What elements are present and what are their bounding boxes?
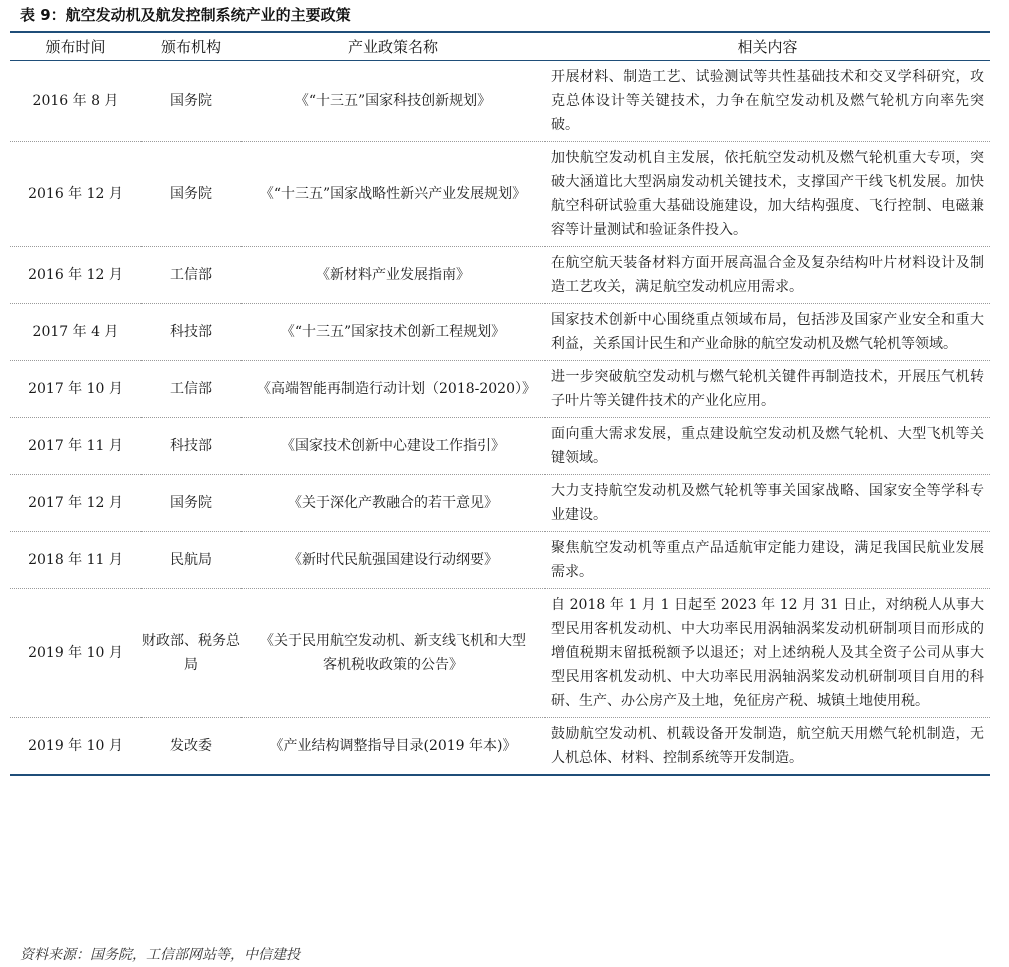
source-note: 资料来源：国务院，工信部网站等，中信建投 [20,947,300,963]
cell-content: 聚焦航空发动机等重点产品适航审定能力建设，满足我国民航业发展需求。 [545,532,990,589]
cell-content: 鼓励航空发动机、机载设备开发制造，航空航天用燃气轮机制造，无人机总体、材料、控制系统等开发制造。 [551,726,984,766]
table-row [10,61,990,142]
table-row [10,475,990,532]
cell-agency: 发改委 [170,738,212,754]
table-row [10,418,990,475]
cell-agency: 国务院 [141,142,241,247]
cell-date: 2017 年 12 月 [10,475,141,532]
cell-agency: 科技部 [141,304,241,361]
cell-date: 2017 年 11 月 [10,418,141,475]
cell-content: 自 2018 年 1 月 1 日起至 2023 年 12 月 31 日止，对纳税人从事大型民用客机发动机、中大功率民用涡轴涡桨发动机研制项目而形成的增值税期末留抵税额予以退还；对上述纳税人及其全资子公司从事大型民用客机发动机、中大功率民用涡轴涡桨发动机研制项目自用的科研、生产、办公房产及土地，免征房产税、城镇土地使用税。 [545,589,990,718]
cell-policy: 《新材料产业发展指南》 [241,247,545,304]
table-row [10,304,990,361]
table-row [10,247,990,304]
cell-policy: 《“十三五”国家科技创新规划》 [241,61,545,142]
table-row [10,532,990,589]
cell-agency: 国务院 [141,475,241,532]
table-row [10,589,990,718]
cell-content: 进一步突破航空发动机与燃气轮机关键件再制造技术，开展压气机转子叶片等关键件技术的产业化应用。 [545,361,990,418]
cell-policy: 《产业结构调整指导目录(2019 年本)》 [269,738,517,754]
cell-agency: 科技部 [141,418,241,475]
cell-date: 2016 年 12 月 [10,247,141,304]
cell-content: 国家技术创新中心围绕重点领域布局，包括涉及国家产业安全和重大利益，关系国计民生和产业命脉的航空发动机及燃气轮机等领域。 [545,304,990,361]
cell-content: 加快航空发动机自主发展，依托航空发动机及燃气轮机重大专项，突破大涵道比大型涡扇发动机关键技术，支撑国产干线飞机发展。加快航空科研试验重大基础设施建设，加大结构强度、飞行控制、电磁兼容等计量测试和验证条件投入。 [545,142,990,247]
cell-agency: 民航局 [141,532,241,589]
cell-content: 在航空航天装备材料方面开展高温合金及复杂结构叶片材料设计及制造工艺攻关，满足航空发动机应用需求。 [545,247,990,304]
cell-policy: 《关于民用航空发动机、新支线飞机和大型客机税收政策的公告》 [241,589,545,718]
table-row [10,142,990,247]
cell-content: 大力支持航空发动机及燃气轮机等事关国家战略、国家安全等学科专业建设。 [545,475,990,532]
cell-date: 2019 年 10 月 [28,738,123,754]
table-title: 表 9：航空发动机及航发控制系统产业的主要政策 [20,6,351,24]
header-agency: 颁布机构 [141,32,241,61]
cell-date: 2017 年 10 月 [10,361,141,418]
header-policy: 产业政策名称 [241,32,545,61]
cell-date: 2019 年 10 月 [10,589,141,718]
cell-policy: 《“十三五”国家技术创新工程规划》 [241,304,545,361]
cell-date: 2017 年 4 月 [10,304,141,361]
cell-agency: 财政部、税务总局 [141,589,241,718]
cell-date: 2018 年 11 月 [10,532,141,589]
table-header-row [10,32,990,61]
cell-policy: 《关于深化产教融合的若干意见》 [241,475,545,532]
cell-date: 2016 年 12 月 [10,142,141,247]
cell-agency: 国务院 [141,61,241,142]
cell-date: 2016 年 8 月 [10,61,141,142]
cell-content: 面向重大需求发展，重点建设航空发动机及燃气轮机、大型飞机等关键领域。 [545,418,990,475]
cell-agency: 工信部 [141,247,241,304]
cell-policy: 《国家技术创新中心建设工作指引》 [241,418,545,475]
cell-policy: 《“十三五”国家战略性新兴产业发展规划》 [241,142,545,247]
header-date: 颁布时间 [10,32,141,61]
header-content: 相关内容 [545,32,990,61]
cell-agency: 工信部 [141,361,241,418]
cell-policy: 《新时代民航强国建设行动纲要》 [241,532,545,589]
table-row [10,361,990,418]
table-row [10,718,990,776]
policy-table [10,31,990,776]
cell-policy: 《高端智能再制造行动计划（2018-2020）》 [241,361,545,418]
cell-content: 开展材料、制造工艺、试验测试等共性基础技术和交叉学科研究，攻克总体设计等关键技术，力争在航空发动机及燃气轮机方向率先突破。 [545,61,990,142]
